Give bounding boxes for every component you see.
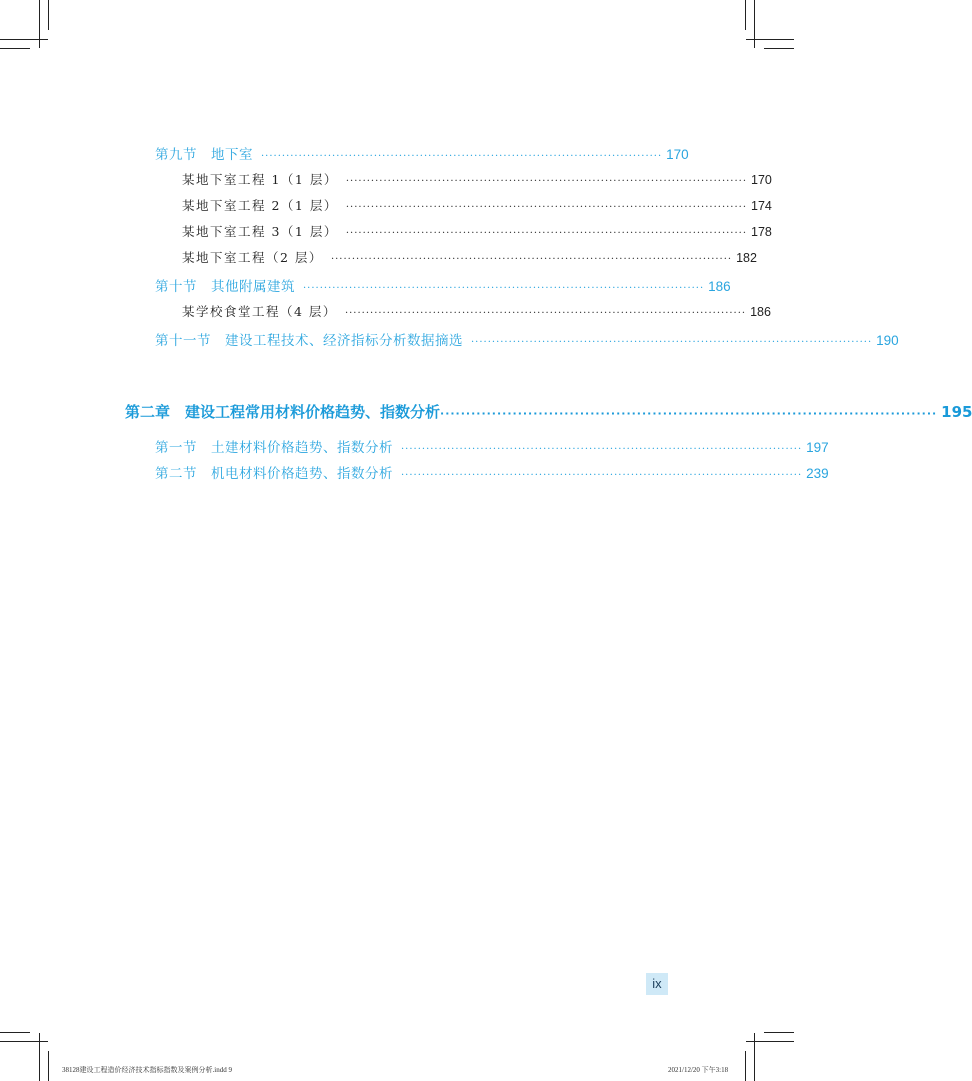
- toc-entry-chapter-2[interactable]: [125, 401, 972, 422]
- leader-dots: ································································································: [345, 228, 748, 239]
- leader-dots: ································································································: [401, 470, 803, 481]
- crop-mark-bottom-left-h: [0, 1041, 48, 1042]
- toc-entry-page: 182: [736, 251, 757, 265]
- leader-dots: ································································································: [303, 283, 705, 294]
- crop-mark-bottom-left-v2: [48, 1051, 49, 1081]
- crop-mark-top-right-v: [754, 0, 755, 48]
- toc-entry-section-11[interactable]: [155, 329, 899, 349]
- toc-entry-page: 170: [751, 173, 772, 187]
- toc-entry-section-10[interactable]: [155, 275, 731, 295]
- crop-mark-top-left-v2: [48, 0, 49, 30]
- toc-entry-label: 某地下室工程 2（1 层）: [182, 198, 338, 213]
- crop-mark-bottom-left-h2: [0, 1032, 30, 1033]
- toc-entry-section-9[interactable]: [155, 143, 689, 163]
- crop-mark-top-left-h: [0, 39, 48, 40]
- crop-mark-bottom-right-h: [746, 1041, 794, 1042]
- toc-entry-page: 174: [751, 199, 772, 213]
- crop-mark-top-right-v2: [745, 0, 746, 30]
- toc-entry-label: 第九节 地下室: [155, 147, 253, 163]
- leader-dots: ································································································: [345, 176, 748, 187]
- toc-entry-basement-3[interactable]: [182, 222, 772, 240]
- crop-mark-top-left-v: [39, 0, 40, 48]
- leader-dots: ································································································: [345, 202, 748, 213]
- toc-entry-basement-2-floor[interactable]: [182, 248, 757, 266]
- crop-mark-top-right-h: [746, 39, 794, 40]
- leader-dots: ································································································: [471, 337, 873, 348]
- toc-entry-page: 195: [941, 403, 972, 421]
- toc-entry-label: 第二章 建设工程常用材料价格趋势、指数分析: [125, 403, 441, 421]
- toc-entry-label: 第十节 其他附属建筑: [155, 279, 295, 295]
- toc-entry-label: 某地下室工程 3（1 层）: [182, 224, 338, 239]
- crop-mark-top-right-h2: [764, 48, 794, 49]
- toc-entry-label: 第二节 机电材料价格趋势、指数分析: [155, 466, 393, 482]
- toc-entry-label: 某地下室工程 1（1 层）: [182, 172, 338, 187]
- leader-dots: ································································································: [330, 254, 733, 265]
- leader-dots: ································································································: [261, 151, 663, 162]
- footer-file-name: 38128建设工程造价经济技术指标指数及案例分析.indd 9: [62, 1066, 232, 1074]
- crop-mark-bottom-right-v2: [745, 1051, 746, 1081]
- crop-mark-bottom-right-h2: [764, 1032, 794, 1033]
- page-number-badge: ix: [646, 973, 668, 995]
- toc-entry-page: 186: [750, 305, 771, 319]
- leader-dots: ································································································: [401, 444, 803, 455]
- toc-entry-label: 第十一节 建设工程技术、经济指标分析数据摘选: [155, 333, 463, 349]
- toc-entry-basement-1[interactable]: [182, 170, 772, 188]
- leader-dots: ································································································: [344, 308, 747, 319]
- toc-entry-school-canteen[interactable]: [182, 302, 771, 320]
- leader-dots: ································································································: [440, 407, 938, 420]
- toc-entry-page: 190: [876, 333, 899, 348]
- toc-entry-label: 第一节 土建材料价格趋势、指数分析: [155, 440, 393, 456]
- toc-entry-chapter-2-section-2[interactable]: [155, 462, 829, 482]
- toc-entry-page: 178: [751, 225, 772, 239]
- toc-entry-page: 197: [806, 440, 829, 455]
- toc-entry-page: 186: [708, 279, 731, 294]
- toc-entry-chapter-2-section-1[interactable]: [155, 436, 829, 456]
- toc-entry-label: 某地下室工程（2 层）: [182, 250, 323, 265]
- toc-entry-basement-2[interactable]: [182, 196, 772, 214]
- toc-entry-label: 某学校食堂工程（4 层）: [182, 304, 337, 319]
- crop-mark-top-left-h2: [0, 48, 30, 49]
- toc-entry-page: 239: [806, 466, 829, 481]
- toc-entry-page: 170: [666, 147, 689, 162]
- footer-timestamp: 2021/12/20 下午3:18: [668, 1066, 729, 1074]
